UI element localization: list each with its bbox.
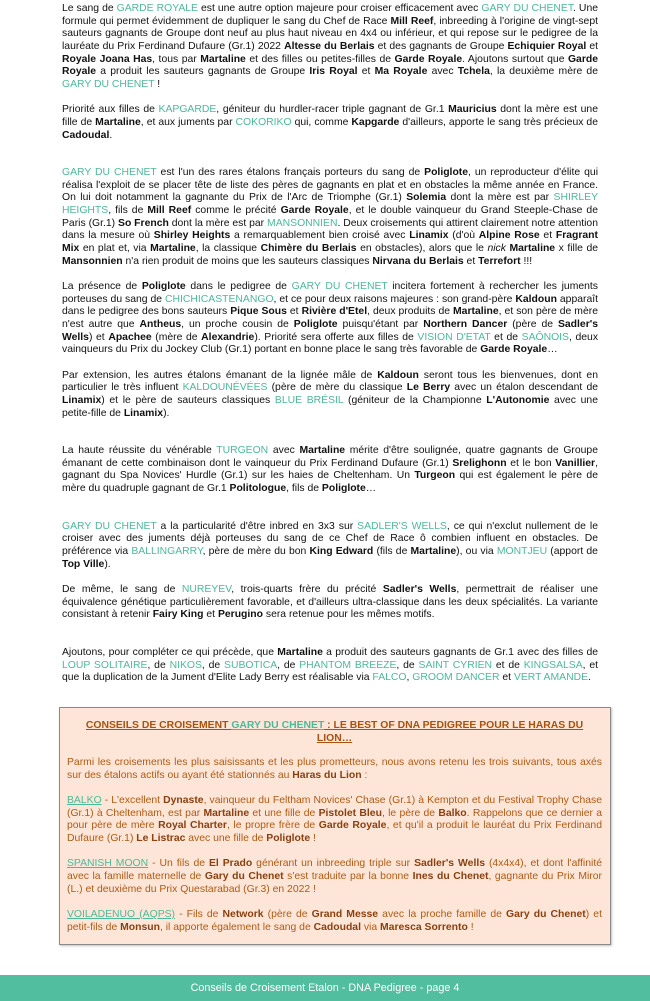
text-run: d'ailleurs, apporte le sang très précieux de	[399, 116, 598, 128]
text-run: - Fils de	[175, 908, 223, 920]
stallion-name: FALCO	[372, 672, 407, 684]
text-run: avec une fille de	[185, 833, 267, 845]
bold-name: King Edward	[309, 546, 374, 558]
text-run: :	[361, 769, 368, 781]
text-run: et des filles ou petites-filles de	[245, 53, 395, 65]
text-run: !	[154, 78, 161, 90]
bold-name: Martaline	[509, 243, 556, 255]
stallion-name: BALLINGARRY	[131, 546, 203, 558]
text-run: , inbreeding à l'origine de vingt-sept sauteurs gagnants de Groupe dont neuf au plus haut niveau en 4x4 ou inférieur, et qui repose sur le pedigree de la lauréate du Prix Ferdinand Dufaure (Gr.1) 2022	[62, 15, 598, 52]
bold-name: Chimère du Berlais	[260, 243, 357, 255]
bold-name: Northern Dancer	[423, 318, 508, 330]
page-footer	[0, 975, 650, 1001]
bold-name: Poliglote	[321, 483, 366, 495]
text-run: avec	[427, 66, 458, 78]
bold-name: Maresca Sorrento	[380, 921, 468, 933]
text-run: La haute réussite du vénérable	[62, 445, 217, 457]
stallion-name: MONTJEU	[496, 546, 548, 558]
text-run: Priorité aux filles de	[62, 104, 159, 116]
text-run: , et son père de mère n'est autre que	[62, 306, 598, 330]
bold-name: Poliglote	[141, 281, 186, 292]
box-title-suffix: : LE BEST OF DNA PEDIGREE POUR LE HARAS DU LION…	[316, 719, 584, 744]
text-run: !	[310, 833, 316, 845]
text-run: , de	[147, 659, 170, 671]
bold-name: So French	[118, 217, 169, 229]
text-run: , père de mère du bon	[202, 546, 310, 558]
text-run: , tous par	[152, 53, 201, 65]
bold-name: Poliglote	[424, 167, 469, 179]
text-run: , il apporte également le sang de	[159, 921, 314, 933]
stallion-name: SAÔNOIS	[521, 331, 569, 343]
bold-name: Ma Royale	[374, 66, 428, 78]
bold-name: Kaldoun	[377, 369, 419, 381]
bold-name: Haras du Lion	[292, 769, 362, 781]
text-run: est une autre option majeure pour croiser efficacement avec	[198, 3, 482, 14]
bold-name: Poliglote	[266, 833, 311, 845]
bold-name: Fragrant Mix	[62, 230, 598, 255]
bold-name: Dynaste	[163, 795, 204, 807]
text-run: , deux produits de	[367, 306, 454, 318]
stallion-name: PHANTOM BREEZE	[299, 659, 397, 671]
text-run: , permettrait de réaliser une équivalence génétique particulièrement favorable, et d'ailleurs ultra-classique dans les deux spécialités. La variante consistant à retenir	[62, 584, 599, 621]
stallion-name: VERT AMANDE	[513, 672, 589, 684]
stallion-name: MANSONNIEN	[267, 217, 338, 229]
paragraph-turgeon	[62, 445, 598, 496]
bold-name: Ines du Chenet	[412, 871, 489, 883]
bold-name: Terrefort	[478, 255, 521, 267]
bold-name: Mauricius	[448, 104, 497, 116]
bold-name: Alexandrie	[201, 331, 255, 343]
bold-name: Apachee	[108, 331, 152, 343]
text-run: . Deux croisements qui attirent clairement notre attention dans la mesure où	[62, 217, 598, 242]
stallion-name: BLUE BRÉSIL	[274, 394, 344, 406]
text-run: ) et le père de sauteurs classiques	[101, 394, 275, 406]
stallion-name: NUREYEV	[181, 584, 232, 595]
stallion-name: SUBOTICA	[224, 659, 278, 671]
text-run: Le sang de	[62, 3, 117, 14]
stallion-name: KINGSALSA	[523, 659, 583, 671]
text-run: et	[463, 255, 479, 267]
text-run: ) et	[88, 331, 109, 343]
bold-name: Altesse du Berlais	[284, 40, 375, 52]
text-run: , et que la duplication de la Jument d'Elite Lady Berry est réalisable via	[62, 659, 599, 684]
italic-term: nick	[487, 243, 506, 255]
text-run: comme le précité	[191, 205, 281, 217]
text-run: n'a rien produit de moins que les sauteurs classiques	[122, 255, 373, 267]
bold-name: Mansonnien	[62, 255, 123, 267]
text-run: , géniteur du hurdler-racer triple gagnant de Gr.1	[216, 104, 449, 116]
stallion-name: KALDOUNÉVÉES	[182, 382, 268, 394]
stallion-name: TURGEON	[216, 445, 269, 457]
text-run: ). Priorité sera offerte aux filles de	[254, 331, 418, 343]
stallion-link[interactable]: SPANISH MOON	[67, 858, 149, 870]
text-run: avec une petite-fille de	[62, 394, 598, 419]
stallion-link[interactable]: VOILADENUO (AQPS)	[67, 908, 176, 920]
text-run: ) et petit-fils de	[67, 908, 602, 933]
text-run: qui est également le père de mère du quadruple gagnant de Gr.1	[62, 470, 598, 495]
text-run: , la deuxième mère de	[489, 66, 598, 78]
box-title-prefix: CONSEILS DE CROISEMENT	[85, 719, 232, 731]
text-run: et de	[490, 331, 522, 343]
text-run: et une fille de	[249, 807, 319, 819]
bold-name: Martaline	[150, 243, 196, 255]
text-run: avec un étalon descendant de	[450, 382, 599, 394]
text-run: ), ou via	[456, 546, 497, 558]
text-run: .	[588, 672, 591, 684]
text-run: est l'un des rares étalons français porteurs du sang de	[156, 167, 425, 179]
text-run: !	[467, 921, 474, 933]
text-run: .	[109, 129, 113, 141]
text-run: Ajoutons, pour compléter ce qui précède, que	[62, 646, 278, 658]
text-run: avec la proche famille de	[378, 908, 506, 920]
bold-name: Srelighonn	[452, 457, 507, 469]
stallion-name: CHICHICASTENANGO	[165, 293, 274, 305]
bold-name: Gary du Chenet	[506, 908, 586, 920]
text-run: La présence de	[62, 281, 142, 292]
text-run: s'est traduite par la bonne	[283, 871, 413, 883]
bold-name: Martaline	[203, 807, 250, 819]
bold-name: El Prado	[208, 858, 253, 870]
bold-name: Poliglote	[293, 318, 338, 330]
text-run: , le propre frère de	[226, 820, 319, 832]
bold-name: Garde Royale	[480, 344, 548, 356]
stallion-name: GARY DU CHENET	[62, 520, 157, 532]
bold-name: Vanillier	[555, 457, 596, 469]
text-run: !!!	[520, 255, 533, 267]
text-run: et	[357, 66, 375, 78]
text-run: (4x4x4), et dont l'affinité avec la famille maternelle de	[67, 858, 602, 883]
text-run: , gagnante du Prix Miror (L.) et deuxième du Prix Questarabad (Gr.3) en 2022 !	[67, 871, 602, 895]
text-run: , et aux juments par	[140, 116, 236, 128]
bold-name: Iris Royal	[309, 66, 358, 78]
text-run: a produit des sauteurs gagnants de Gr.1 avec des filles de	[322, 646, 598, 658]
crossing-advice-box	[59, 707, 611, 945]
box-item-balko	[67, 795, 602, 846]
stallion-name: GARDE ROYALE	[116, 3, 198, 14]
bold-name: Turgeon	[414, 470, 456, 482]
bold-name: Politologue	[229, 483, 287, 495]
text-run: , vainqueur du Feltham Novices' Chase (Gr.1) à Kempton et du Festival Trophy Chase (Gr.1) à Cheltenham, est par	[67, 795, 602, 819]
text-run: dont la mère est par	[168, 217, 268, 229]
bold-name: Kapgarde	[351, 116, 400, 128]
paragraph-poliglote	[62, 167, 598, 268]
text-run: qui, comme	[291, 116, 352, 128]
article-body	[62, 0, 598, 685]
paragraph-garde-royale	[62, 3, 598, 92]
paragraph-sadlers-wells	[62, 521, 598, 572]
text-run: a produit les sauteurs gagnants de Groupe	[96, 66, 310, 78]
bold-name: Martaline	[95, 116, 141, 128]
paragraph-chichicastenango	[62, 281, 598, 357]
bold-name: Alpine Rose	[478, 230, 540, 242]
stallion-name: SHIRLEY HEIGHTS	[62, 192, 598, 217]
stallion-name: VISION D'ETAT	[417, 331, 491, 343]
text-run: et	[499, 672, 514, 684]
paragraph-kaldoun	[62, 370, 598, 421]
stallion-name: GROOM DANCER	[412, 672, 500, 684]
bold-name: Fairy King	[152, 609, 204, 621]
bold-name: Martaline	[299, 445, 346, 457]
text-run: mérite d'être soulignée, quatre gagnants de Groupe émanant de cette combinaison dont le vainqueur du Prix Ferdinand Dufaure (Gr.1)	[62, 445, 598, 469]
box-item-spanish-moon	[67, 858, 602, 896]
text-run: …	[365, 483, 377, 495]
text-run: sera retenue pour les mêmes motifs.	[262, 609, 435, 621]
bold-name: Shirley Heights	[153, 230, 231, 242]
bold-name: Grand Messe	[311, 908, 379, 920]
stallion-link[interactable]: BALKO	[67, 795, 102, 807]
text-run: , un proche cousin de	[181, 318, 294, 330]
bold-name: Nirvana du Berlais	[372, 255, 464, 267]
text-run: , trois-quarts frère du précité	[231, 584, 383, 595]
bold-name: Gary du Chenet	[204, 871, 284, 883]
text-run: a la particularité d'être inbred en 3x3 sur	[156, 520, 358, 532]
paragraph-nureyev	[62, 584, 598, 622]
bold-name: Cadoudal	[62, 129, 110, 141]
stallion-name: SADLER'S WELLS	[357, 520, 447, 532]
text-run: …	[547, 344, 558, 356]
bold-name: Balko	[438, 807, 467, 819]
text-run: , fils de	[286, 483, 322, 495]
text-run: (mère de	[151, 331, 202, 343]
text-run: et	[539, 230, 556, 242]
text-run: (père de	[507, 318, 558, 330]
stallion-name: GARY DU CHENET	[291, 281, 388, 292]
text-run: . Une formule qui permet évidemment de dupliquer le sang du Chef de Race	[62, 3, 598, 27]
text-run: , gagnant du Spa Novices' Hurdle (Gr.1) sur les haies de Cheltenham. Un	[62, 457, 598, 482]
text-run: , et le double vainqueur du Grand Steeple-Chase de Paris (Gr.1)	[62, 205, 598, 229]
text-run: , un reproducteur d'élite qui réalisa l'exploit de se placer tête de liste des pères de gagnants en plat et en obstacles la même année en France. On lui doit notamment la gagnante du Prix de l'Arc de Triomphe (Gr.1)	[62, 167, 598, 204]
bold-name: Pistolet Bleu	[318, 807, 382, 819]
text-run: , de	[396, 659, 419, 671]
text-run: et de	[492, 659, 524, 671]
bold-name: Tchela	[457, 66, 490, 78]
bold-name: Monsun	[120, 921, 160, 933]
bold-name: Rivière d'Etel	[301, 306, 368, 318]
stallion-name: GARY DU CHENET	[62, 78, 155, 90]
text-run: (géniteur de la Championne	[343, 394, 487, 406]
text-run: , la classique	[195, 243, 261, 255]
box-title-stallion: GARY DU CHENET	[231, 719, 325, 731]
footer-text: Conseils de Croisement Etalon - DNA Pedigree - page 4	[190, 982, 460, 995]
bold-name: Kaldoun	[515, 293, 557, 305]
paragraph-kapgarde	[62, 104, 598, 142]
box-intro	[67, 757, 602, 782]
bold-name: Mill Reef	[390, 15, 434, 27]
bold-name: Antheus	[139, 318, 182, 330]
bold-name: Echiquier Royal	[507, 40, 587, 52]
text-run: Parmi les croisements les plus saisissants et les plus prometteurs, nous avons retenu les trois suivants, tous axés sur des étalons actifs ou ayant été stationnés au	[67, 757, 602, 781]
text-run: dont la mère est par	[446, 192, 554, 204]
text-run: via	[360, 921, 381, 933]
text-run: et le bon	[506, 457, 556, 469]
bold-name: Martaline	[453, 306, 499, 318]
stallion-name: COKORIKO	[235, 116, 292, 128]
text-run: (fils de	[373, 546, 411, 558]
stallion-name: GARY DU CHENET	[481, 3, 574, 14]
stallion-name: NIKOS	[169, 659, 202, 671]
bold-name: L'Autonomie	[486, 394, 550, 406]
bold-name: Garde Royale	[280, 205, 349, 217]
bold-name: Martaline	[200, 53, 246, 65]
bold-name: Sadler's Wells	[414, 858, 485, 870]
text-run: , fils de	[108, 205, 148, 217]
bold-name: Network	[222, 908, 264, 920]
bold-name: Le Berry	[406, 382, 451, 394]
bold-name: Martaline	[277, 646, 323, 658]
text-run: en obstacles), alors que le	[356, 243, 488, 255]
text-run: et	[203, 609, 218, 621]
text-run: en plat et, via	[79, 243, 151, 255]
bold-name: Le Listrac	[136, 833, 186, 845]
text-run: et	[586, 40, 598, 52]
text-run: a remarquablement bien croisé avec	[230, 230, 410, 242]
bold-name: Sadler's Wells	[62, 318, 598, 343]
stallion-name: GARY DU CHENET	[62, 167, 157, 179]
text-run: ).	[163, 407, 170, 419]
text-run: ).	[104, 558, 111, 570]
box-title	[67, 720, 602, 745]
box-item-voiladenuo	[67, 909, 602, 934]
bold-name: Garde Royale	[62, 53, 598, 78]
bold-name: Royale Joana Has	[62, 53, 153, 65]
bold-name: Linamix	[409, 230, 449, 242]
text-run: (d'où	[448, 230, 479, 242]
text-run: (père de	[263, 908, 312, 920]
bold-name: Martaline	[410, 546, 457, 558]
bold-name: Garde Royale	[318, 820, 387, 832]
text-run: , de	[277, 659, 300, 671]
text-run: dont la mère est une fille de	[62, 104, 598, 128]
bold-name: Solemia	[406, 192, 447, 204]
bold-name: Cadoudal	[313, 921, 361, 933]
stallion-name: KAPGARDE	[158, 104, 217, 116]
text-run: générant un inbreeding triple sur	[252, 858, 415, 870]
text-run: seront tous les bienvenues, dont en particulier le très influent	[62, 369, 598, 394]
text-run: Par extension, les autres étalons émanant de la lignée mâle de	[62, 369, 378, 381]
text-run: puisqu'étant par	[337, 318, 424, 330]
text-run: , le père de	[381, 807, 439, 819]
text-run: dans le pedigree de	[185, 281, 292, 292]
text-run: avec	[268, 445, 300, 457]
text-run: ,	[406, 672, 413, 684]
text-run: , deux vainqueurs du Prix du Jockey Club (Gr.1) portant en bonne place le sang très favorable de	[62, 331, 599, 356]
paragraph-martaline	[62, 647, 598, 685]
text-run: incitera fortement à rechercher les juments porteuses du sang de	[62, 281, 598, 305]
bold-name: Garde Royale	[394, 53, 463, 65]
bold-name: Linamix	[123, 407, 164, 419]
text-run: . Rappelons que ce dernier a pour père de mère	[67, 807, 603, 832]
stallion-name: LOUP SOLITAIRE	[62, 659, 148, 671]
text-run: (père de mère du classique	[267, 382, 407, 394]
text-run: , de	[201, 659, 225, 671]
stallion-name: SAINT CYRIEN	[418, 659, 493, 671]
bold-name: Pique Sous	[230, 306, 287, 318]
bold-name: Perugino	[217, 609, 263, 621]
text-run: et des gagnants de Groupe	[374, 40, 508, 52]
text-run: x fille de	[555, 243, 599, 255]
text-run: apparaît dans le pedigree des bons sauteurs	[62, 293, 599, 318]
text-run: (apport de	[547, 546, 598, 558]
bold-name: Linamix	[62, 394, 102, 406]
text-run: . Ajoutons surtout que	[462, 53, 568, 65]
text-run: De même, le sang de	[62, 584, 182, 595]
text-run: , et ce pour deux raisons majeures : son grand-père	[273, 293, 516, 305]
text-run: - L'excellent	[101, 795, 164, 807]
bold-name: Top Ville	[62, 558, 105, 570]
text-run: , et qu'il a produit le lauréat du Prix Ferdinand Dufaure (Gr.1)	[67, 820, 602, 845]
text-run: - Un fils de	[148, 858, 209, 870]
text-run: , ce qui n'exclut nullement de le croiser avec des juments déjà porteuses du sang de ce Chef de Race ô combien influent en obstacles. De préférence via	[62, 520, 599, 558]
text-run: et	[286, 306, 302, 318]
bold-name: Royal Charter	[158, 820, 227, 832]
bold-name: Mill Reef	[147, 205, 192, 217]
bold-name: Sadler's Wells	[382, 584, 457, 595]
